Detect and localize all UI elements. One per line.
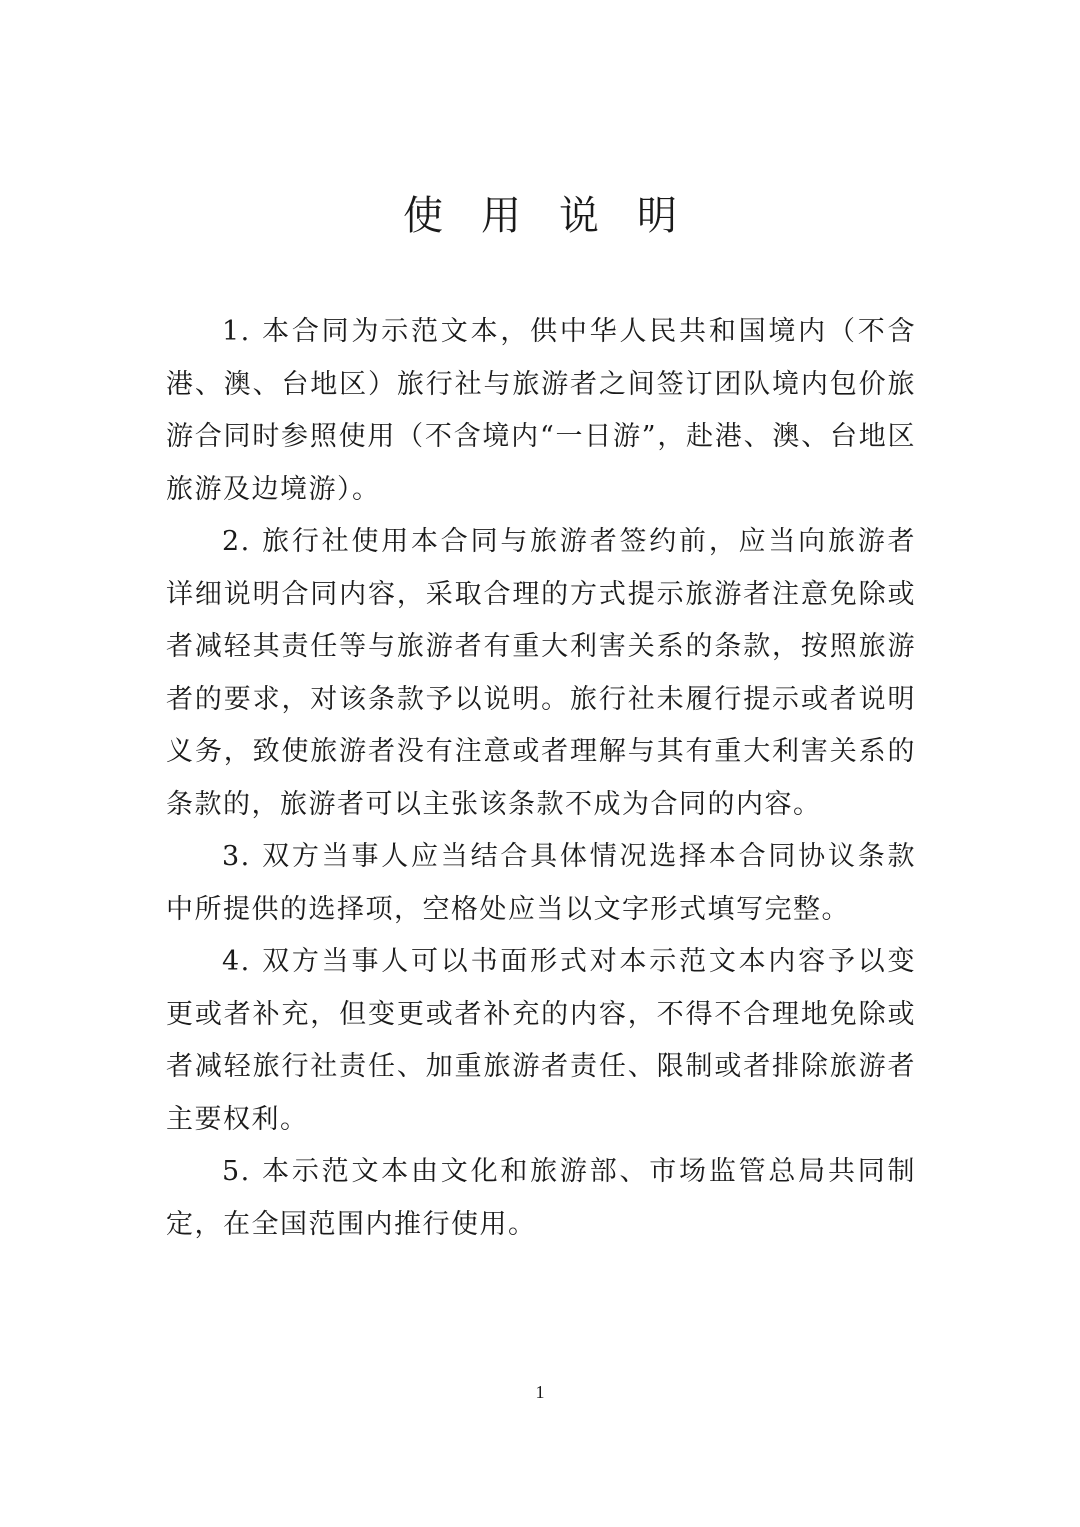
paragraph-2: 2. 旅行社使用本合同与旅游者签约前，应当向旅游者详细说明合同内容，采取合理的方式提示旅游者注意免除或者减轻其责任等与旅游者有重大利害关系的条款，按照旅游者的要求，对该条款予以说明。旅行社未履行提示或者说明义务，致使旅游者没有注意或者理解与其有重大利害关系的条款的，旅游者可以主张该条款不成为合同的内容。 (166, 526, 916, 820)
paragraph-1: 1. 本合同为示范文本，供中华人民共和国境内（不含港、澳、台地区）旅行社与旅游者之间签订团队境内包价旅游合同时参照使用（不含境内“一日游”，赴港、澳、台地区旅游及边境游）。 (166, 316, 916, 505)
page-number: 1 (535, 1382, 545, 1402)
instructions-body (166, 306, 916, 1251)
paragraph-4: 4. 双方当事人可以书面形式对本示范文本内容予以变更或者补充，但变更或者补充的内容，不得不合理地免除或者减轻旅行社责任、加重旅游者责任、限制或者排除旅游者主要权利。 (166, 946, 916, 1135)
paragraph-5: 5. 本示范文本由文化和旅游部、市场监管总局共同制定，在全国范围内推行使用。 (166, 1156, 916, 1240)
page-title: 使用说明 (403, 193, 715, 239)
paragraph-3: 3. 双方当事人应当结合具体情况选择本合同协议条款中所提供的选择项，空格处应当以文字形式填写完整。 (166, 841, 916, 925)
